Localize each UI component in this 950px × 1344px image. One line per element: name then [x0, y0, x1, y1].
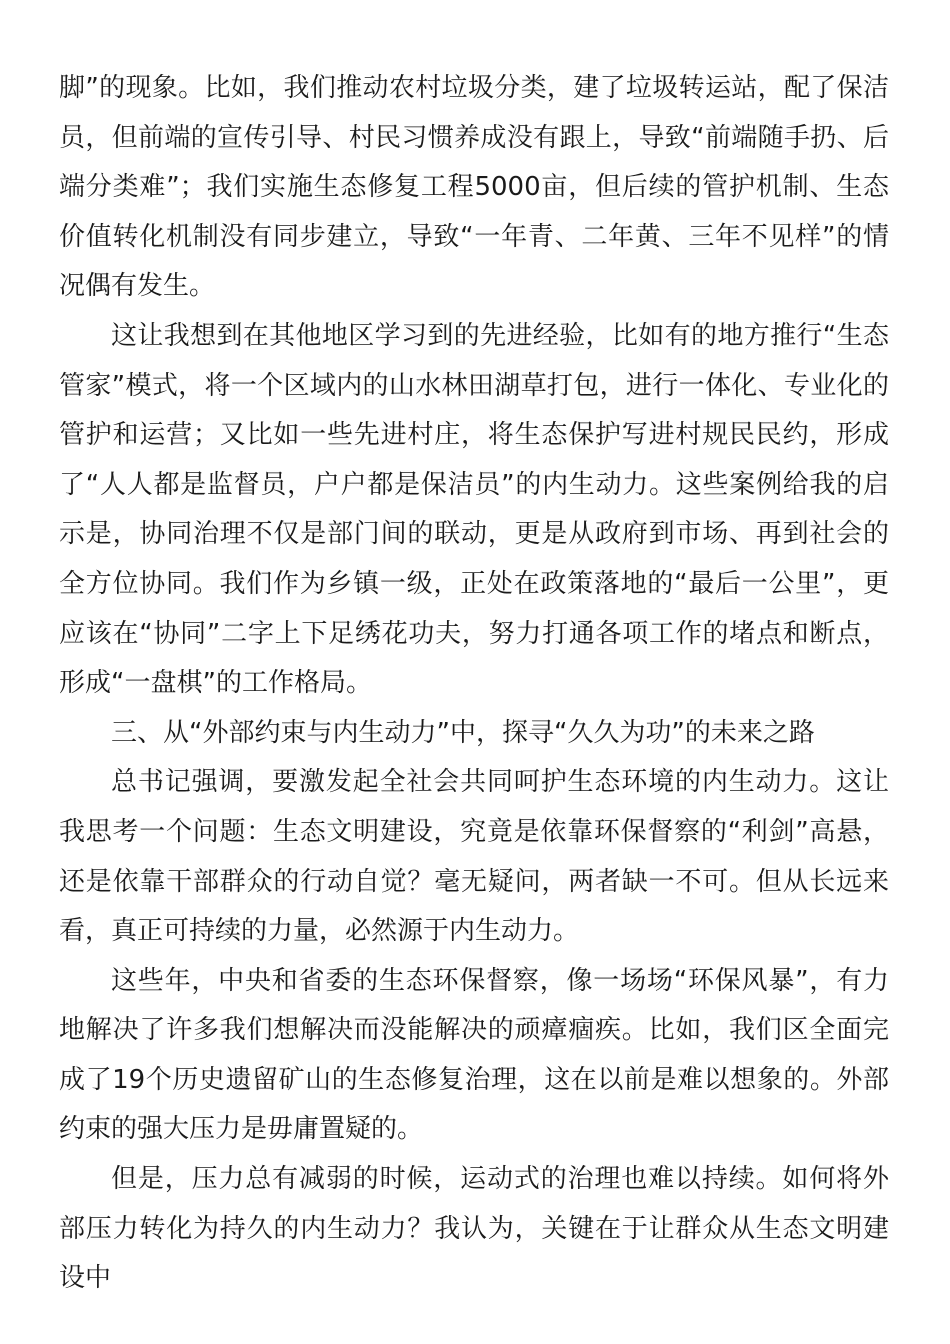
paragraph-pressure-transformation: 但是，压力总有减弱的时候，运动式的治理也难以持续。如何将外部压力转化为持久的内生动力？我认为，关键在于让群众从生态文明建设中 [59, 1164, 889, 1294]
document-body [59, 64, 889, 1304]
paragraph-internal-motivation: 总书记强调，要激发起全社会共同呵护生态环境的内生动力。这让我思考一个问题：生态文明建设，究竟是依靠环保督察的“利剑”高悬，还是依靠干部群众的行动自觉？毫无疑问，两者缺一不可。但从长远来看，真正可持续的力量，必然源于内生动力。 [59, 767, 889, 947]
section-heading-3: 三、从“外部约束与内生动力”中，探寻“久久为功”的未来之路 [111, 717, 815, 748]
paragraph-continuation: 脚”的现象。比如，我们推动农村垃圾分类，建了垃圾转运站，配了保洁员，但前端的宣传引导、村民习惯养成没有跟上，导致“前端随手扔、后端分类难”；我们实施生态修复工程5000亩，但后续的管护机制、生态价值转化机制没有同步建立，导致“一年青、二年黄、三年不见样”的情况偶有发生。 [59, 73, 889, 302]
paragraph-advanced-experience: 这让我想到在其他地区学习到的先进经验，比如有的地方推行“生态管家”模式，将一个区域内的山水林田湖草打包，进行一体化、专业化的管护和运营；又比如一些先进村庄，将生态保护写进村规民民约，形成了“人人都是监督员，户户都是保洁员”的内生动力。这些案例给我的启示是，协同治理不仅是部门间的联动，更是从政府到市场、再到社会的全方位协同。我们作为乡镇一级，正处在政策落地的“最后一公里”，更应该在“协同”二字上下足绣花功夫，努力打通各项工作的堵点和断点，形成“一盘棋”的工作格局。 [59, 320, 889, 699]
paragraph-environmental-inspection: 这些年，中央和省委的生态环保督察，像一场场“环保风暴”，有力地解决了许多我们想解决而没能解决的顽瘴痼疾。比如，我们区全面完成了19个历史遗留矿山的生态修复治理，这在以前是难以想象的。外部约束的强大压力是毋庸置疑的。 [59, 965, 889, 1145]
